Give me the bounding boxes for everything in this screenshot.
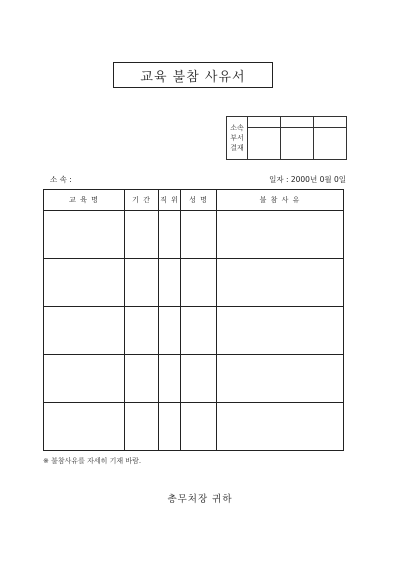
cell-name[interactable]	[181, 355, 217, 403]
table-row	[44, 259, 344, 307]
cell-course-name[interactable]	[44, 307, 125, 355]
approval-box	[226, 116, 347, 160]
cell-name[interactable]	[181, 259, 217, 307]
cell-position[interactable]	[159, 307, 181, 355]
header-reason: 불 참 사 유	[217, 190, 344, 211]
approval-label-line: 부서	[230, 134, 244, 142]
approval-label-line: 결재	[230, 144, 244, 152]
approval-header-cell	[314, 117, 347, 128]
approval-header-cell	[281, 117, 314, 128]
approval-header-cell	[248, 117, 281, 128]
cell-course-name[interactable]	[44, 403, 125, 451]
cell-reason[interactable]	[217, 403, 344, 451]
addressee-footer: 총무처장 귀하	[167, 494, 233, 505]
table-row	[44, 307, 344, 355]
cell-course-name[interactable]	[44, 355, 125, 403]
affiliation-label: 소 속 :	[50, 175, 72, 184]
table-row	[44, 355, 344, 403]
cell-period[interactable]	[125, 211, 159, 259]
cell-period[interactable]	[125, 355, 159, 403]
cell-position[interactable]	[159, 259, 181, 307]
approval-label-line: 소속	[230, 124, 244, 132]
cell-position[interactable]	[159, 211, 181, 259]
header-course-name: 교 육 명	[44, 190, 125, 211]
cell-reason[interactable]	[217, 307, 344, 355]
cell-period[interactable]	[125, 403, 159, 451]
cell-reason[interactable]	[217, 211, 344, 259]
approval-sign-cell[interactable]	[248, 128, 281, 160]
approval-sign-cell[interactable]	[314, 128, 347, 160]
approval-sign-cell[interactable]	[281, 128, 314, 160]
cell-period[interactable]	[125, 259, 159, 307]
date-text: 일자 : 2000년 0월 0일	[269, 175, 346, 184]
header-position: 직 위	[159, 190, 181, 211]
cell-reason[interactable]	[217, 355, 344, 403]
approval-label	[227, 117, 248, 160]
cell-name[interactable]	[181, 211, 217, 259]
cell-name[interactable]	[181, 403, 217, 451]
instruction-note: ※ 불참사유를 자세히 기재 바람.	[43, 457, 142, 465]
cell-name[interactable]	[181, 307, 217, 355]
table-header-row	[44, 190, 344, 211]
cell-reason[interactable]	[217, 259, 344, 307]
header-period: 기 간	[125, 190, 159, 211]
cell-course-name[interactable]	[44, 211, 125, 259]
table-row	[44, 211, 344, 259]
title-text: 교육 불참 사유서	[140, 69, 246, 85]
cell-period[interactable]	[125, 307, 159, 355]
cell-position[interactable]	[159, 403, 181, 451]
document-title	[113, 62, 273, 88]
meta-row	[46, 174, 346, 186]
cell-course-name[interactable]	[44, 259, 125, 307]
cell-position[interactable]	[159, 355, 181, 403]
table-row	[44, 403, 344, 451]
header-name: 성 명	[181, 190, 217, 211]
absence-table	[43, 189, 344, 451]
